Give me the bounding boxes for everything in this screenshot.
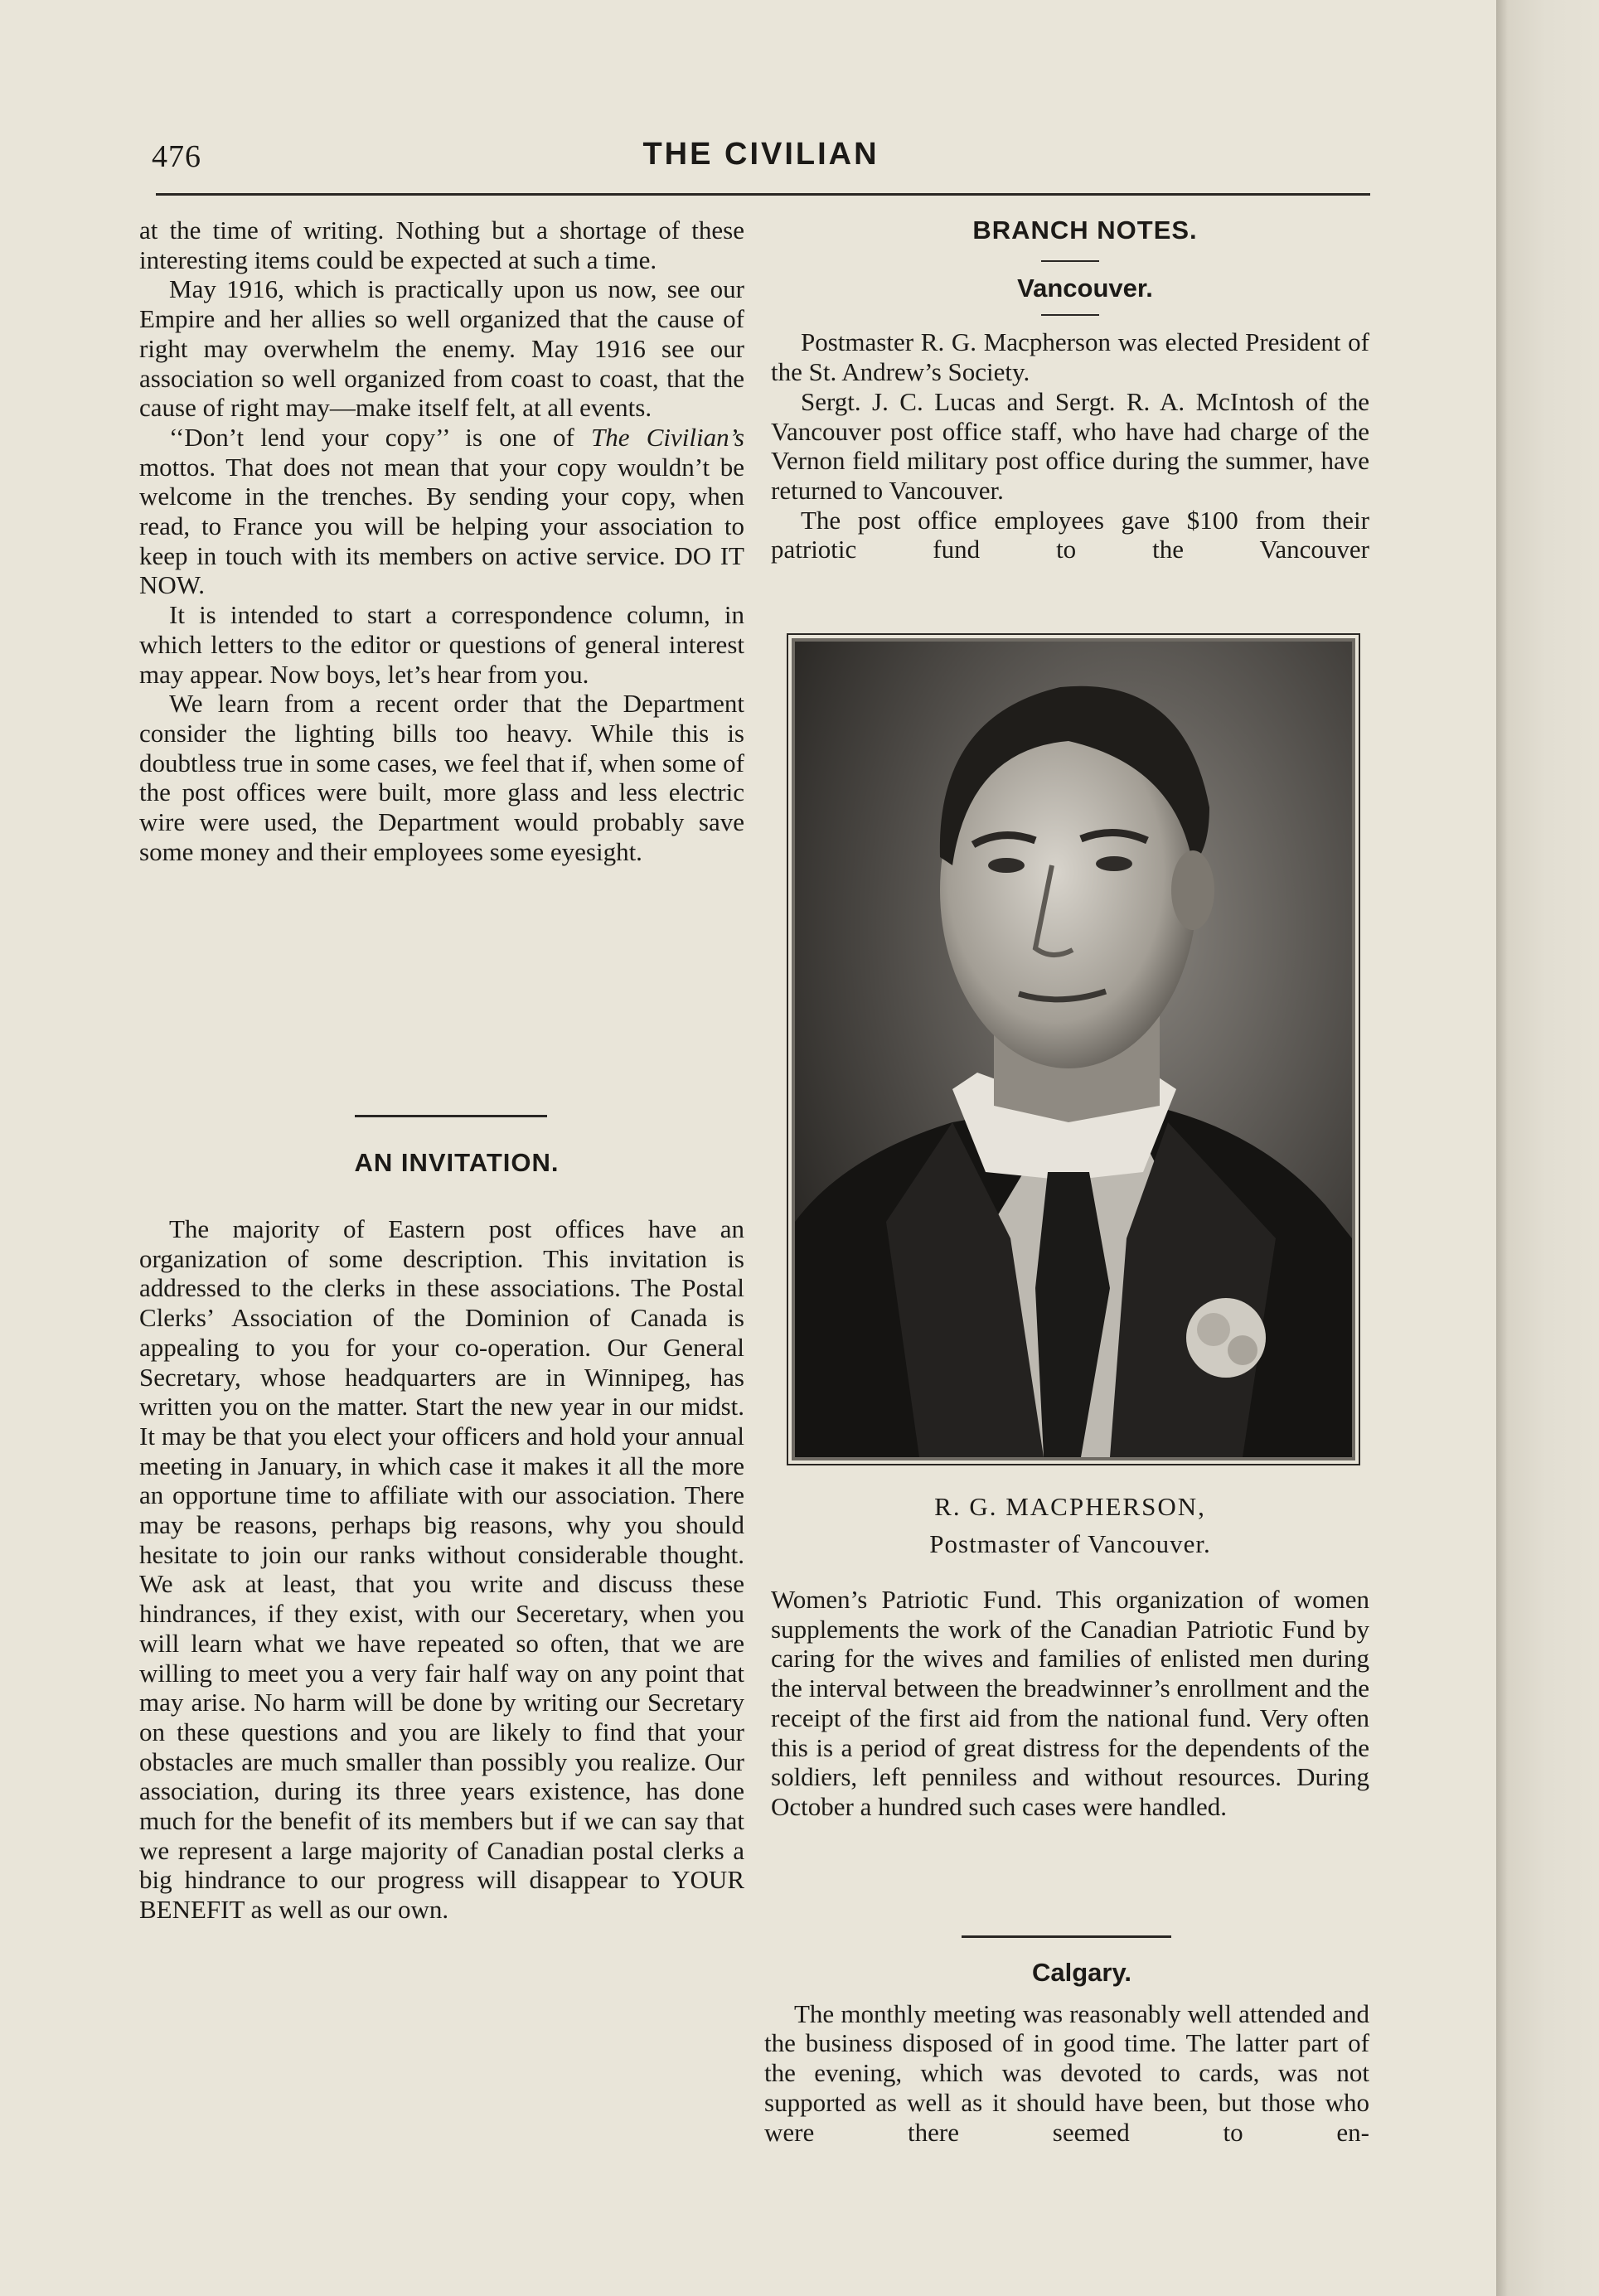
calgary-heading: Calgary. xyxy=(1031,1958,1132,1987)
text-run: mottos. That does not mean that your copy wouldn’t be welcome in the trenches. By sending your copy, when read, to France you will be helping your association to keep in touch with its members on active service. DO IT NOW. xyxy=(139,452,744,600)
italic-title: The Civilian’s xyxy=(591,422,744,452)
section-rule xyxy=(962,1935,1171,1938)
portrait-photo xyxy=(792,638,1355,1460)
page-gutter xyxy=(1496,0,1599,2296)
invitation-heading-wrap xyxy=(139,1148,744,1178)
paragraph: Postmaster R. G. Macpherson was elected President of the St. Andrew’s Society. xyxy=(771,327,1369,387)
invitation-body xyxy=(139,1214,744,1925)
short-rule xyxy=(1041,314,1099,316)
vancouver-heading: Vancouver. xyxy=(1017,273,1153,303)
paragraph: Sergt. J. C. Lucas and Sergt. R. A. McIntosh of the Vancouver post office staff, who have had charge of the Vernon field military post office during the summer, have returned to Vancouver. xyxy=(771,386,1369,505)
vancouver-continuation xyxy=(771,1585,1369,1822)
running-title: THE CIVILIAN xyxy=(642,137,879,172)
paragraph: Women’s Patriotic Fund. This organization of women supplements the work of the Canadian Patriotic Fund by caring for the wives and families of enlisted men during the interval between the breadwinner’s enrollment and the receipt of the first aid from the national fund. Very often this is a period of great distress for the dependents of the soldiers, left penniless and without resources. During October a hundred such cases were handled. xyxy=(771,1585,1369,1821)
invitation-heading: AN INVITATION. xyxy=(354,1148,560,1177)
portrait-illustration xyxy=(795,642,1352,1457)
paragraph: May 1916, which is practically upon us now, see our Empire and her allies so well organized that the cause of right may overwhelm the enemy. May 1916 see our association so well organized from coast to coast, that the cause of right may—make itself felt, at all events. xyxy=(139,274,744,423)
copy-paragraph xyxy=(139,423,744,600)
paragraph: We learn from a recent order that the Department consider the lighting bills too heavy. While this is doubtless true in some cases, we feel that if, when some of the post offices were built, more glass and less electric wire were used, the Department would probably save some money and their employees some eyesight. xyxy=(139,689,744,866)
paragraph: The post office employees gave $100 from their patriotic fund to the Vancouver xyxy=(771,505,1369,564)
page-number: 476 xyxy=(152,139,201,174)
page-header xyxy=(152,135,1370,185)
calgary-section xyxy=(764,1958,1369,2147)
text-run: ‘‘Don’t lend your copy’’ is one of xyxy=(169,422,592,452)
paragraph: at the time of writing. Nothing but a shortage of these interesting items could be expected at such a time. xyxy=(139,216,744,274)
photo-caption-title: Postmaster of Vancouver. xyxy=(929,1529,1211,1558)
branch-notes-heading: BRANCH NOTES. xyxy=(972,216,1198,245)
short-rule xyxy=(1041,260,1099,262)
paragraph: It is intended to start a correspondence column, in which letters to the editor or questions of general interest may appear. Now boys, let’s hear from you. xyxy=(139,600,744,689)
paragraph: The majority of Eastern post offices have an organization of some description. This invitation is addressed to the clerks in these associations. The Postal Clerks’ Association of the Dominion of Canada is appealing to you for your co-operation. Our General Secretary, whose headquarters are in Winnipeg, has written you on the matter. Start the new year in our midst. It may be that you elect your officers and hold your annual meeting in January, in which case it makes it all the more an opportune time to affiliate with our association. There may be reasons, perhaps big reasons, why you should hesitate to join our ranks without considerable thought. We ask at least, that you write and discuss these hindrances, if they exist, with our Seceretary, when you will learn what we have repeated so often, that we are willing to meet you a very fair half way on any point that may arise. No harm will be done by writing our Secretary on these questions and you are likely to find that your obstacles are much smaller than possibly you realize. Our association, during its three years existence, has done much for the benefit of its members but if we can say that we represent a large majority of Canadian postal clerks a big hindrance to our progress will disappear to YOUR BENEFIT as well as our own. xyxy=(139,1214,744,1925)
header-rule xyxy=(156,193,1370,196)
photo-caption-name: R. G. MACPHERSON, xyxy=(934,1492,1206,1521)
paragraph: The monthly meeting was reasonably well attended and the business disposed of in good time. The latter part of the evening, which was devoted to cards, was not supported as well as it should have been, but those who were there seemed to en- xyxy=(764,1998,1369,2147)
branch-notes xyxy=(771,216,1369,564)
section-rule xyxy=(355,1115,547,1117)
left-column xyxy=(139,216,744,866)
